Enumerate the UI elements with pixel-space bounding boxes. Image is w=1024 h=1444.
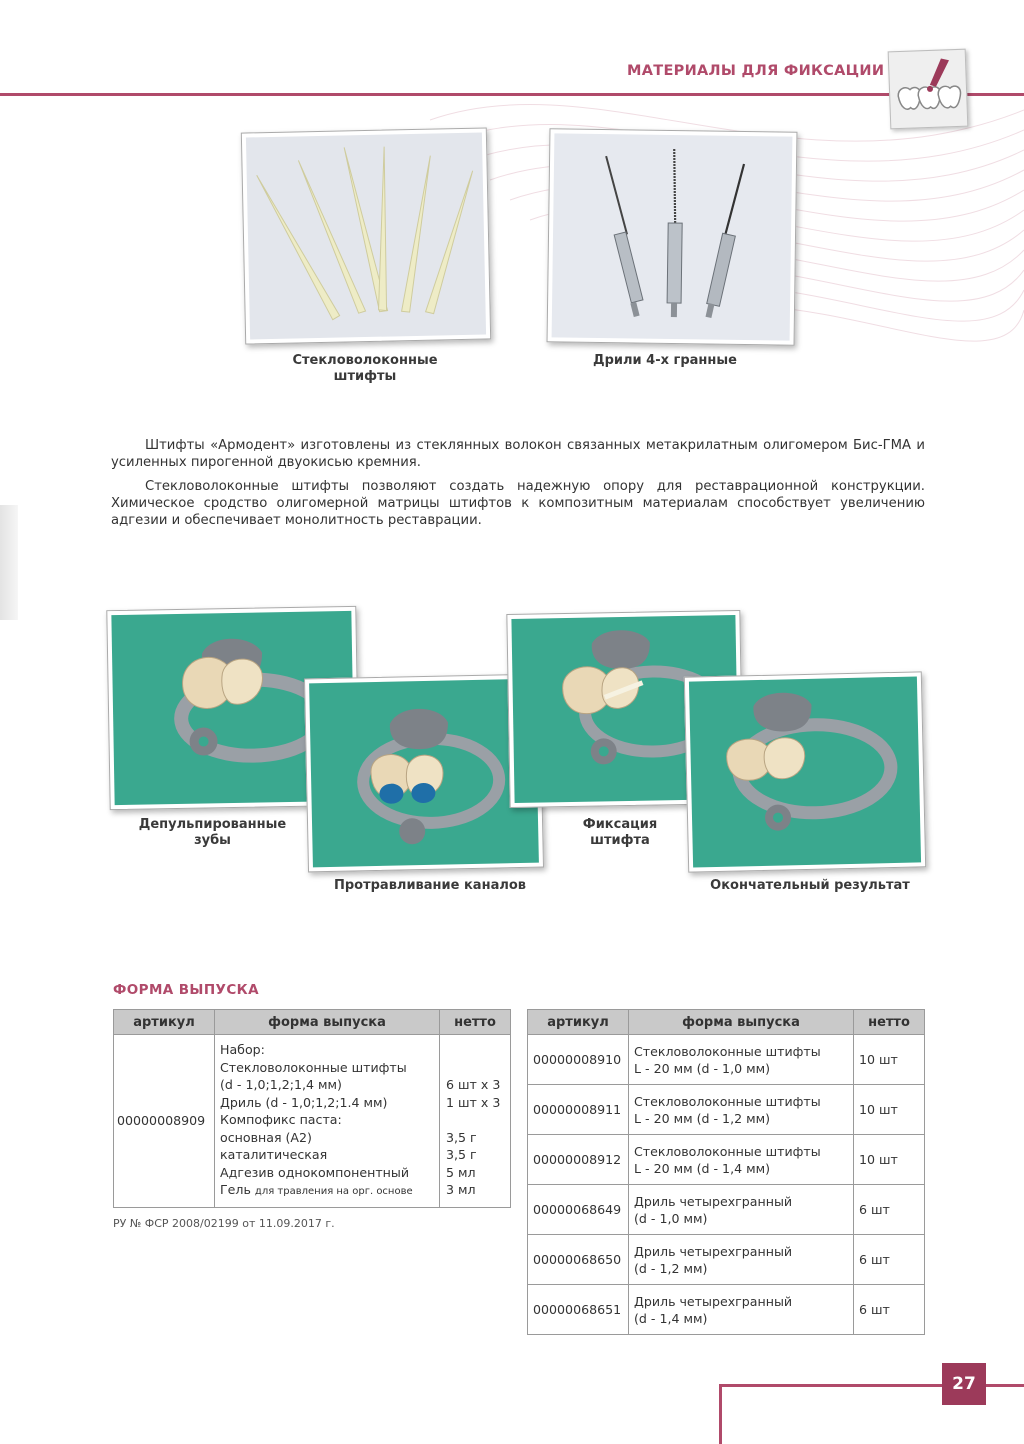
page-number: 27 (942, 1363, 986, 1405)
drills-photo (547, 128, 798, 345)
item-form-line2: L - 20 мм (d - 1,0 мм) (634, 1060, 771, 1076)
kit-form (215, 1035, 440, 1208)
item-article: 00000008912 (528, 1135, 629, 1185)
page-section-title: МАТЕРИАЛЫ ДЛЯ ФИКСАЦИИ (627, 63, 885, 79)
kit-row (114, 1035, 511, 1208)
item-form-line1: Стекловолоконные штифты (634, 1043, 821, 1059)
kit-net (440, 1035, 511, 1208)
table-row (528, 1135, 925, 1185)
item-net: 10 шт (854, 1135, 925, 1185)
kit-net-line (446, 1059, 504, 1077)
item-form-line2: (d - 1,2 мм) (634, 1260, 708, 1276)
gel-label: Гель (220, 1182, 251, 1197)
item-form-line1: Стекловолоконные штифты (634, 1143, 821, 1159)
kit-line: Стекловолоконные штифты (220, 1059, 407, 1075)
items-table (527, 1009, 925, 1335)
left-edge-tab (0, 505, 18, 620)
table-row (528, 1285, 925, 1335)
kit-net-line (446, 1041, 504, 1059)
kit-line: каталитическая (220, 1147, 328, 1162)
item-form (629, 1285, 854, 1335)
item-net: 6 шт (854, 1285, 925, 1335)
gel-note: для травления на орг. основе (254, 1186, 413, 1197)
col-form: форма выпуска (629, 1010, 854, 1035)
item-article: 00000008910 (528, 1035, 629, 1085)
fixation-caption-line2: штифта (590, 833, 650, 848)
item-form-line2: (d - 1,4 мм) (634, 1310, 708, 1326)
kit-article: 00000008909 (114, 1035, 215, 1208)
table-row (528, 1035, 925, 1085)
item-article: 00000068650 (528, 1235, 629, 1285)
items-table-header (528, 1010, 925, 1035)
kit-line: Компофикс паста: (220, 1112, 342, 1127)
kit-net-line: 3 мл (446, 1182, 476, 1197)
depulped-teeth-caption (125, 817, 300, 849)
glass-fiber-posts-photo (241, 127, 491, 344)
kit-line: (d - 1,0;1,2;1,4 мм) (220, 1077, 342, 1092)
depulped-caption-line2: зубы (194, 833, 231, 848)
item-form (629, 1085, 854, 1135)
canal-etching-caption: Протравливание каналов (333, 878, 527, 893)
kit-net-line: 3,5 г (446, 1129, 477, 1145)
posts-caption-line2: штифты (333, 369, 397, 384)
item-article: 00000008911 (528, 1085, 629, 1135)
kit-net-line: 5 мл (446, 1164, 476, 1180)
item-form-line1: Стекловолоконные штифты (634, 1093, 821, 1109)
kit-net-line: 1 шт х 3 (446, 1094, 501, 1110)
item-article: 00000068649 (528, 1185, 629, 1235)
item-article: 00000068651 (528, 1285, 629, 1335)
item-form (629, 1185, 854, 1235)
item-form (629, 1235, 854, 1285)
item-form-line1: Дриль четырехгранный (634, 1293, 793, 1309)
kit-table-header (114, 1010, 511, 1035)
final-result-caption: Окончательный результат (710, 878, 910, 893)
item-form (629, 1135, 854, 1185)
col-form: форма выпуска (215, 1010, 440, 1035)
item-form-line1: Дриль четырехгранный (634, 1243, 793, 1259)
kit-table (113, 1009, 511, 1208)
table-row (528, 1085, 925, 1135)
drills-caption: Дрили 4-х гранные (593, 353, 737, 368)
kit-line: основная (А2) (220, 1129, 312, 1145)
item-form-line2: (d - 1,0 мм) (634, 1210, 708, 1226)
header-rule (0, 93, 1024, 96)
kit-line: Дриль (d - 1,0;1,2;1.4 мм) (220, 1094, 388, 1110)
table-row (528, 1185, 925, 1235)
item-net: 6 шт (854, 1235, 925, 1285)
depulped-caption-line1: Депульпированные (138, 817, 287, 832)
item-form-line1: Дриль четырехгранный (634, 1193, 793, 1209)
kit-line-gel (220, 1181, 434, 1201)
kit-line: Набор: (220, 1042, 265, 1057)
item-form-line2: L - 20 мм (d - 1,2 мм) (634, 1110, 771, 1126)
kit-net-line (446, 1111, 504, 1129)
col-article: артикул (114, 1010, 215, 1035)
col-net: нетто (854, 1010, 925, 1035)
tooth-applicator-icon (888, 49, 969, 130)
fixation-caption-line1: Фиксация (582, 817, 658, 832)
item-net: 10 шт (854, 1035, 925, 1085)
registration-note: РУ № ФСР 2008/02199 от 11.09.2017 г. (113, 1217, 335, 1230)
kit-net-line: 3,5 г (446, 1147, 477, 1162)
col-net: нетто (440, 1010, 511, 1035)
kit-net-line: 6 шт х 3 (446, 1077, 501, 1092)
final-result-photo (684, 671, 926, 872)
intro-text (111, 437, 925, 536)
kit-line: Адгезив однокомпонентный (220, 1164, 410, 1180)
item-net: 6 шт (854, 1185, 925, 1235)
item-net: 10 шт (854, 1085, 925, 1135)
intro-paragraph-2: Стекловолоконные штифты позволяют создать надежную опору для реставрационной конструкции. Химическое сродство олигомерной матрицы штифтов к композитным материалам способствует увеличению адгезии и обеспечивает монолитность реставрации. (111, 479, 925, 528)
post-fixation-caption (555, 817, 685, 849)
item-form-line2: L - 20 мм (d - 1,4 мм) (634, 1160, 771, 1176)
posts-caption-line1: Стекловолоконные (292, 353, 438, 368)
table-row (528, 1235, 925, 1285)
release-section-title: ФОРМА ВЫПУСКА (113, 982, 259, 998)
posts-caption (270, 353, 460, 385)
item-form (629, 1035, 854, 1085)
intro-paragraph-1: Штифты «Армодент» изготовлены из стеклянных волокон связанных метакрилатным олигомером Бис-ГМА и усиленных пирогенной двуокисью кремния. (111, 438, 925, 470)
col-article: артикул (528, 1010, 629, 1035)
